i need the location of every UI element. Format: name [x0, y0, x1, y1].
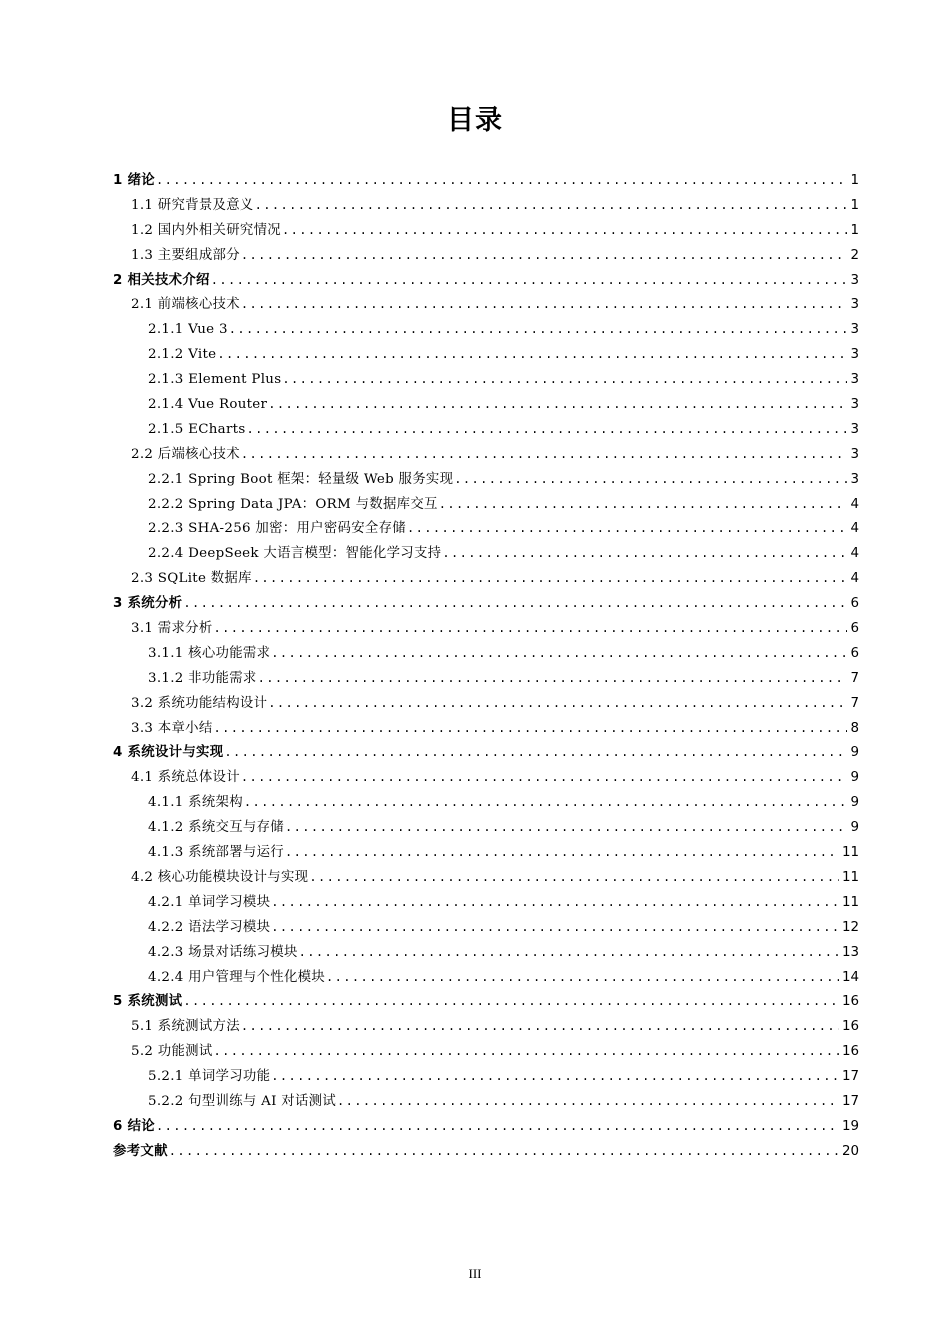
toc-entry-title: 1.1 研究背景及意义	[131, 197, 254, 213]
toc-dot-leader	[183, 989, 839, 1014]
toc-entry[interactable]	[113, 1139, 859, 1164]
toc-entry-page-number: 11	[841, 845, 859, 861]
toc-entry[interactable]	[113, 1014, 859, 1039]
toc-entry-title: 4.1.3 系统部署与运行	[148, 845, 284, 861]
toc-entry-page-number: 2	[850, 247, 859, 263]
toc-entry-title: 2.1.4 Vue Router	[148, 397, 268, 413]
toc-entry-page-number: 13	[841, 944, 859, 960]
toc-entry-title: 3.1.2 非功能需求	[148, 670, 257, 686]
toc-entry-title: 4.2.2 语法学习模块	[148, 919, 271, 935]
toc-entry[interactable]	[113, 1064, 859, 1089]
toc-entry[interactable]	[113, 417, 859, 442]
toc-entry-page-number: 4	[850, 521, 859, 537]
toc-entry-page-number: 4	[850, 546, 859, 562]
toc-dot-leader	[156, 1114, 839, 1139]
toc-entry-page-number: 9	[850, 745, 859, 761]
toc-entry-page-number: 3	[850, 347, 859, 363]
toc-entry[interactable]	[113, 815, 859, 840]
toc-entry[interactable]	[113, 492, 859, 517]
toc-entry-title: 1 绪论	[113, 173, 155, 188]
toc-entry-title: 5.2.1 单词学习功能	[148, 1069, 271, 1085]
toc-entry[interactable]	[113, 168, 859, 193]
page-number-footer: III	[468, 1266, 482, 1281]
toc-dot-leader	[214, 1039, 839, 1064]
toc-dot-leader	[258, 666, 848, 691]
toc-entry[interactable]	[113, 740, 859, 765]
toc-entry-page-number: 14	[841, 969, 859, 985]
toc-dot-leader	[241, 243, 848, 268]
toc-entry[interactable]	[113, 890, 859, 915]
toc-entry[interactable]	[113, 442, 859, 467]
toc-entry[interactable]	[113, 591, 859, 616]
toc-dot-leader	[407, 516, 847, 541]
toc-dot-leader	[244, 790, 848, 815]
toc-entry-page-number: 20	[841, 1143, 859, 1159]
toc-entry-page-number: 7	[850, 670, 859, 686]
toc-dot-leader	[282, 367, 847, 392]
toc-dot-leader	[211, 268, 848, 293]
toc-entry[interactable]	[113, 965, 859, 990]
toc-entry-title: 3 系统分析	[113, 596, 183, 612]
toc-dot-leader	[439, 492, 848, 517]
toc-entry[interactable]	[113, 218, 859, 243]
toc-entry-page-number: 9	[850, 770, 859, 786]
toc-entry-page-number: 1	[850, 173, 859, 188]
toc-entry[interactable]	[113, 566, 859, 591]
toc-entry[interactable]	[113, 541, 859, 566]
toc-entry-page-number: 6	[850, 645, 859, 661]
toc-entry-page-number: 8	[850, 720, 859, 736]
toc-entry-title: 4.2 核心功能模块设计与实现	[131, 869, 309, 885]
toc-dot-leader	[271, 1064, 839, 1089]
toc-entry-page-number: 7	[850, 695, 859, 711]
toc-entry-page-number: 16	[841, 1044, 859, 1060]
toc-entry-title: 4.2.4 用户管理与个性化模块	[148, 969, 326, 985]
toc-entry[interactable]	[113, 790, 859, 815]
toc-entry-title: 6 结论	[113, 1118, 155, 1134]
toc-entry-title: 5.2.2 句型训练与 AI 对话测试	[148, 1093, 337, 1109]
toc-dot-leader	[271, 890, 839, 915]
toc-dot-leader	[241, 442, 848, 467]
toc-dot-leader	[247, 417, 848, 442]
toc-entry-title: 2.2.2 Spring Data JPA：ORM 与数据库交互	[148, 496, 438, 512]
toc-entry-title: 5.2 功能测试	[131, 1044, 213, 1060]
toc-dot-leader	[337, 1089, 839, 1114]
toc-entry-title: 5 系统测试	[113, 994, 183, 1010]
toc-entry-title: 2.3 SQLite 数据库	[131, 571, 252, 587]
page-title: 目录	[447, 105, 503, 136]
toc-entry-title: 2.2.4 DeepSeek 大语言模型：智能化学习支持	[148, 546, 442, 562]
toc-dot-leader	[285, 815, 848, 840]
toc-dot-leader	[271, 641, 847, 666]
toc-entry-title: 2.2 后端核心技术	[131, 446, 240, 462]
toc-entry[interactable]	[113, 989, 859, 1014]
toc-dot-leader	[214, 716, 848, 741]
table-of-contents	[113, 168, 859, 1164]
toc-dot-leader	[268, 691, 847, 716]
toc-dot-leader	[241, 765, 848, 790]
toc-entry-page-number: 9	[850, 795, 859, 811]
toc-entry[interactable]	[113, 666, 859, 691]
toc-entry[interactable]	[113, 292, 859, 317]
toc-entry-page-number: 19	[841, 1118, 859, 1134]
toc-entry-title: 3.3 本章小结	[131, 720, 213, 736]
toc-entry[interactable]	[113, 268, 859, 293]
toc-entry[interactable]	[113, 840, 859, 865]
toc-entry-page-number: 3	[850, 272, 859, 288]
toc-dot-leader	[217, 342, 847, 367]
toc-entry-page-number: 3	[850, 372, 859, 388]
toc-entry-page-number: 4	[850, 571, 859, 587]
toc-dot-leader	[309, 865, 839, 890]
toc-dot-leader	[285, 840, 839, 865]
toc-entry-page-number: 3	[850, 446, 859, 462]
toc-entry-page-number: 1	[850, 222, 859, 238]
toc-entry-page-number: 4	[850, 496, 859, 512]
toc-dot-leader	[271, 915, 839, 940]
toc-entry[interactable]	[113, 940, 859, 965]
toc-entry-title: 3.1 需求分析	[131, 621, 213, 637]
toc-entry[interactable]	[113, 516, 859, 541]
toc-dot-leader	[268, 392, 847, 417]
toc-dot-leader	[214, 616, 848, 641]
toc-entry-page-number: 11	[841, 869, 859, 885]
toc-entry-title: 5.1 系统测试方法	[131, 1019, 240, 1035]
toc-entry-title: 4.2.3 场景对话练习模块	[148, 944, 298, 960]
toc-entry[interactable]	[113, 915, 859, 940]
toc-dot-leader	[299, 940, 839, 965]
toc-dot-leader	[241, 1014, 839, 1039]
toc-entry-title: 4.1 系统总体设计	[131, 770, 240, 786]
toc-entry[interactable]	[113, 317, 859, 342]
toc-entry-title: 2 相关技术介绍	[113, 272, 210, 288]
toc-entry[interactable]	[113, 641, 859, 666]
toc-entry-page-number: 6	[850, 621, 859, 637]
toc-entry-title: 4 系统设计与实现	[113, 745, 224, 761]
toc-entry-title: 2.2.1 Spring Boot 框架：轻量级 Web 服务实现	[148, 471, 454, 487]
toc-entry-page-number: 16	[841, 994, 859, 1010]
toc-entry[interactable]	[113, 243, 859, 268]
toc-entry-title: 1.2 国内外相关研究情况	[131, 222, 281, 238]
toc-dot-leader	[454, 467, 847, 492]
toc-entry-title: 2.1.3 Element Plus	[148, 372, 282, 388]
toc-dot-leader	[255, 193, 848, 218]
toc-entry-title: 3.1.1 核心功能需求	[148, 645, 271, 661]
toc-dot-leader	[169, 1139, 839, 1164]
toc-entry-title: 2.1 前端核心技术	[131, 297, 240, 313]
toc-entry-page-number: 16	[841, 1019, 859, 1035]
toc-entry[interactable]	[113, 1114, 859, 1139]
toc-entry-page-number: 1	[850, 197, 859, 213]
toc-entry-title: 2.1.5 ECharts	[148, 421, 246, 437]
toc-entry-page-number: 17	[841, 1069, 859, 1085]
toc-entry-page-number: 3	[850, 297, 859, 313]
toc-dot-leader	[224, 740, 847, 765]
toc-entry-title: 3.2 系统功能结构设计	[131, 695, 268, 711]
toc-entry[interactable]	[113, 342, 859, 367]
toc-dot-leader	[282, 218, 848, 243]
toc-entry[interactable]	[113, 865, 859, 890]
toc-entry-title: 2.1.2 Vite	[148, 347, 217, 363]
toc-entry-page-number: 3	[850, 322, 859, 338]
toc-dot-leader	[156, 168, 848, 193]
toc-entry-title: 4.2.1 单词学习模块	[148, 894, 271, 910]
toc-entry[interactable]	[113, 193, 859, 218]
toc-entry-title: 4.1.2 系统交互与存储	[148, 820, 284, 836]
toc-entry[interactable]	[113, 467, 859, 492]
toc-dot-leader	[253, 566, 848, 591]
toc-entry-page-number: 6	[850, 596, 859, 612]
toc-entry[interactable]	[113, 367, 859, 392]
toc-entry-page-number: 3	[850, 397, 859, 413]
toc-entry[interactable]	[113, 616, 859, 641]
toc-entry-title: 2.2.3 SHA-256 加密：用户密码安全存储	[148, 521, 406, 537]
toc-dot-leader	[442, 541, 847, 566]
toc-entry-page-number: 17	[841, 1093, 859, 1109]
toc-entry[interactable]	[113, 716, 859, 741]
toc-dot-leader	[229, 317, 848, 342]
toc-entry-page-number: 3	[850, 421, 859, 437]
toc-entry[interactable]	[113, 1039, 859, 1064]
toc-entry-page-number: 3	[850, 471, 859, 487]
toc-entry-title: 1.3 主要组成部分	[131, 247, 240, 263]
toc-dot-leader	[183, 591, 847, 616]
toc-entry[interactable]	[113, 765, 859, 790]
toc-entry-page-number: 11	[841, 894, 859, 910]
toc-entry-page-number: 9	[850, 820, 859, 836]
toc-entry[interactable]	[113, 691, 859, 716]
toc-dot-leader	[326, 965, 839, 990]
toc-entry-title: 4.1.1 系统架构	[148, 795, 243, 811]
toc-dot-leader	[241, 292, 848, 317]
toc-entry-page-number: 12	[841, 919, 859, 935]
toc-entry[interactable]	[113, 1089, 859, 1114]
toc-entry[interactable]	[113, 392, 859, 417]
toc-entry-title: 2.1.1 Vue 3	[148, 322, 228, 338]
toc-entry-title: 参考文献	[113, 1143, 168, 1159]
